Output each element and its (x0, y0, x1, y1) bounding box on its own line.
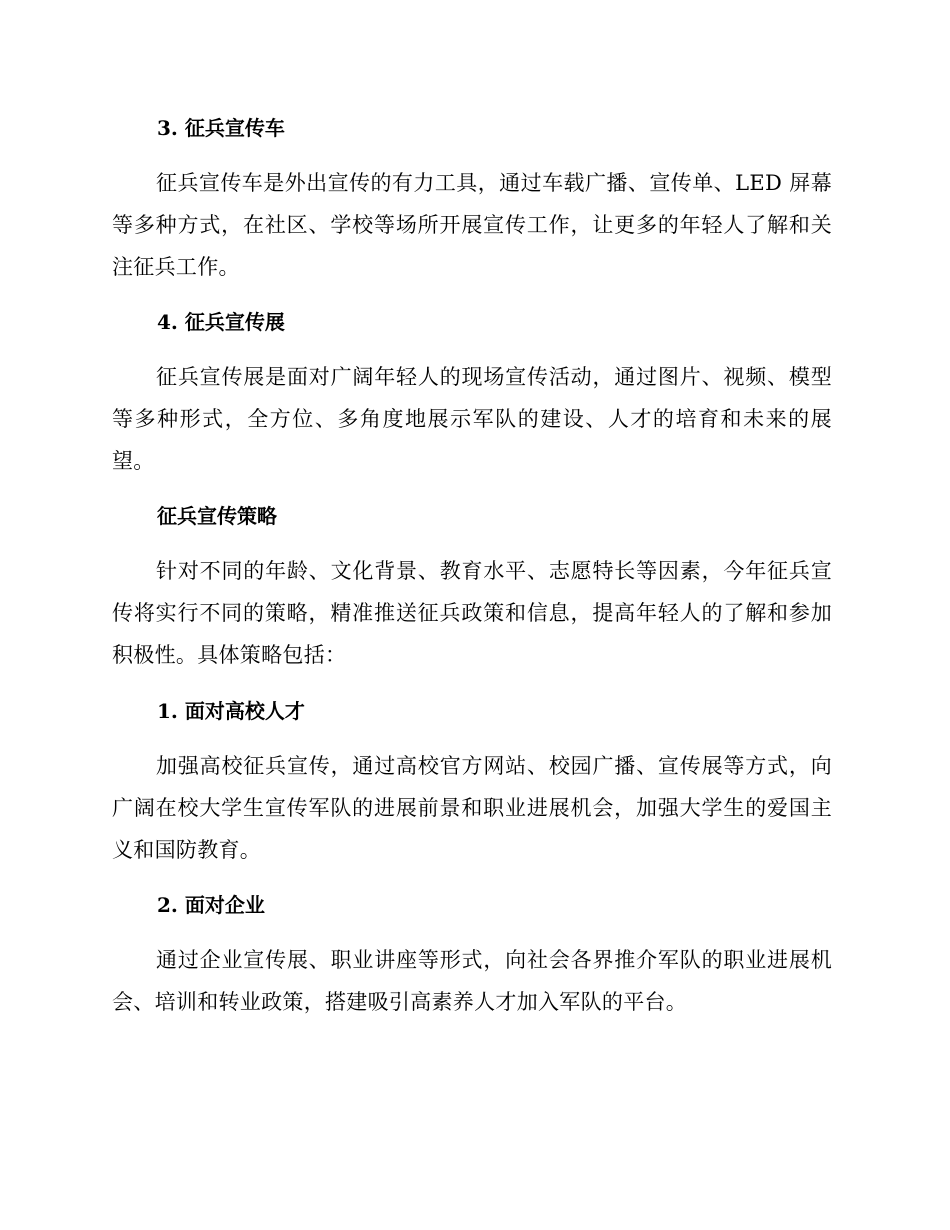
section-paragraph-universities: 加强高校征兵宣传，通过高校官方网站、校园广播、宣传展等方式，向广阔在校大学生宣传军队的进展前景和职业进展机会，加强大学生的爱国主义和国防教育。 (112, 754, 832, 862)
section-heading-strategy: 征兵宣传策略 (157, 504, 277, 528)
section-heading-enterprises: 2. 面对企业 (157, 893, 265, 917)
section-paragraph-strategy: 针对不同的年龄、文化背景、教育水平、志愿特长等因素，今年征兵宣传将实行不同的策略，精准推送征兵政策和信息，提高年轻人的了解和参加积极性。具体策略包括： (112, 559, 832, 667)
section-paragraph-propaganda-vehicle: 征兵宣传车是外出宣传的有力工具，通过车载广播、宣传单、LED 屏幕等多种方式，在社区、学校等场所开展宣传工作，让更多的年轻人了解和关注征兵工作。 (112, 171, 832, 279)
section-paragraph-enterprises: 通过企业宣传展、职业讲座等形式，向社会各界推介军队的职业进展机会、培训和转业政策，搭建吸引高素养人才加入军队的平台。 (112, 948, 832, 1014)
section-heading-propaganda-vehicle: 3. 征兵宣传车 (157, 116, 285, 140)
section-paragraph-propaganda-exhibition: 征兵宣传展是面对广阔年轻人的现场宣传活动，通过图片、视频、模型等多种形式，全方位、多角度地展示军队的建设、人才的培育和未来的展望。 (112, 365, 832, 473)
section-heading-universities: 1. 面对高校人才 (157, 699, 305, 723)
section-heading-propaganda-exhibition: 4. 征兵宣传展 (157, 310, 285, 334)
